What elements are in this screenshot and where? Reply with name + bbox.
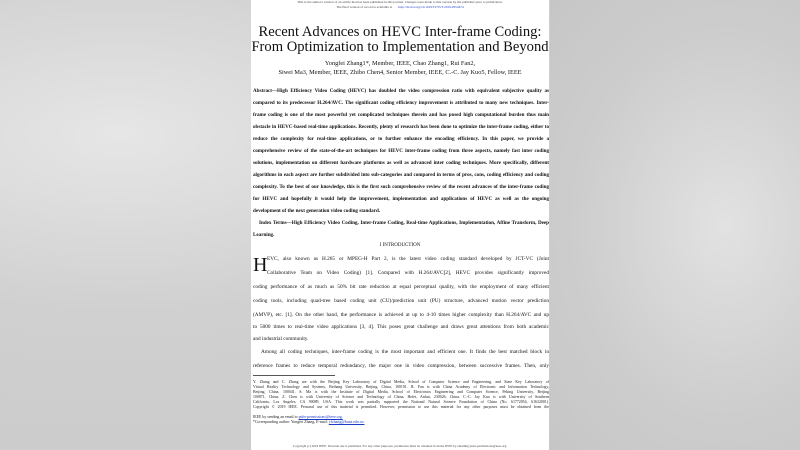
footnote-line: Beijing, China, 100041. S. Ma is with the Institute of Digital Media, School of Electronics Engineering and Computer Science, Peking University, Beijing — [253, 390, 549, 394]
body-text-line: reference frames to reduce temporal redundancy, the major one in video compression, between successive frames. Then, only — [253, 363, 549, 369]
abstract-line: Abstract—High Efficiency Video Coding (HEVC) has doubled the video compression ratio with equivalent subjective quality as — [253, 88, 549, 94]
footnote-rule — [253, 375, 335, 376]
authors-line-1: Yongfei Zhang1*, Member, IEEE, Chao Zhang1, Rui Fan2, — [324, 60, 476, 67]
abstract-line: reduce the complexity for real-time applications, or to further enhance the encoding efficiency. In this paper, we provide a — [253, 136, 549, 142]
corresponding-email-link[interactable]: yfzhang@buaa.edu.cn. — [328, 420, 365, 424]
body-text-line: to 5000 times to real-time video applications [3, 4]. This poses great challenge and draws great attentions from both academic — [253, 324, 549, 330]
abstract-line: solutions, implementation on different hardware platforms as well as advanced inter coding techniques. More specifically, different — [253, 160, 549, 166]
permissions-email-link[interactable]: pubs-permissions@ieee.org. — [298, 415, 343, 419]
section-heading-introduction: I INTRODUCTION — [379, 243, 421, 248]
header-doi-line — [251, 5, 549, 9]
footnote-line: Y. Zhang and C. Zhang are with the Beijing Key Laboratory of Digital Media, School of Computer Science and Engineering, and State Key Laboratory of — [253, 380, 549, 384]
corresponding-author-line — [253, 420, 549, 424]
body-text-line: coding tools, including quad-tree based coding unit (CU)/prediction unit (PU) structure, advanced motion vector prediction — [253, 298, 549, 304]
body-text-line: coding performance of as much as 50% bit rate reduction at equal perceptual quality, with the employment of many efficient — [253, 284, 549, 290]
page-footer: Copyright (c) 2019 IEEE. Personal use is permitted. For any other purposes, permission must be obtained from the IEEE by emailing pubs-permissions@ieee.org. — [292, 444, 508, 448]
abstract-line: algorithms in each aspect are further subdivided into sub-categories and compared in terms of pros, cons, coding efficiency and coding — [253, 172, 549, 178]
body-text-line: and industrial community. — [253, 336, 309, 342]
footnote-line: Virtual Reality Technology and Systems, Beihang University, Beijing, China, 100191. R. Fan is with China Academy of Electronic and Information Technology, — [253, 385, 549, 389]
body-text-line: (AMVP), etc. [1]. On the other hand, the performance is achieved at up to 4-10 times higher complexity than H.264/AVC and up — [253, 312, 549, 318]
doi-link[interactable]: http://dx.doi.org/10.1109/TCSVT.2019.2954474 — [398, 5, 464, 9]
paper-title-line-2: From Optimization to Implementation and Beyond — [251, 39, 549, 55]
background-blur-right — [550, 0, 800, 450]
index-terms-line: Learning. — [253, 232, 275, 238]
document-page[interactable] — [251, 0, 549, 450]
abstract-line: compared to its predecessor H.264/AVC. The significant coding efficiency improvement is attributed to many new techniques. Inter- — [253, 100, 549, 106]
header-notice: This is the author's version of an article that has been published in this journal. Changes were made to this version by the publisher prior to publication. — [297, 0, 503, 4]
abstract-line: obstacle in HEVC-based real-time applications. Recently, plenty of research has been done to optimize the inter-frame coding, either to — [253, 124, 549, 130]
body-text-line: Collaborative Team on Video Coding) [1]. Compared with H.264/AVC[2], HEVC provides significantly improved — [267, 270, 549, 276]
authors-line-2: Siwei Ma3, Member, IEEE, Zhibo Chen4, Senior Member, IEEE, C.-C. Jay Kuo5, Fellow, IEEE — [278, 69, 522, 76]
footnote-line: California, Los Angeles, CA 90089, USA. This work was partially supported the National Natural Science Foundation of China (No. 61772054, 61632001). — [253, 400, 549, 404]
drop-cap: H — [253, 254, 268, 276]
index-terms-line: Index Terms—High Efficiency Video Coding, Inter-frame Coding, Real-time Applications, Implementation, Affine Transform, Deep — [259, 220, 549, 226]
abstract-line: comprehensive review of the state-of-the-art techniques for HEVC inter-frame coding from three aspects, namely fast inter coding — [253, 148, 549, 154]
body-text-line: Among all coding techniques, inter-frame coding is the most important and efficient one. It finds the best matched block in — [261, 349, 549, 355]
footnote-email-line — [253, 415, 549, 419]
abstract-line: complexity. To the best of our knowledge, this is the first such comprehensive review of the recent advances of the inter-frame coding — [253, 184, 549, 190]
abstract-line: frame coding is one of the most powerful yet complicated techniques therein and has posed high computational burden thus main — [253, 112, 549, 118]
footnote-line: 100871, China. Z. Chen is with University of Science and Technology of China, Hefei, Anhui, 230026, China. C.-C. Jay Kuo is with University of Southern — [253, 395, 549, 399]
header-doi-prefix: The final version of record is available at — [336, 5, 393, 9]
paper-title-line-1: Recent Advances on HEVC Inter-frame Coding: — [258, 24, 542, 40]
corresponding-prefix: *Corresponding author: Yongfei Zhang, E-mail: — [253, 420, 328, 424]
body-text-line: EVC, also known as H.265 or MPEG-H Part 2, is the latest video coding standard developed by JCT-VC (Joint — [267, 256, 549, 262]
abstract-line: for HEVC and hopefully it would help the improvement, implementation and applications of HEVC as well as the ongoing — [253, 196, 549, 202]
abstract-line: development of the next generation video coding standard. — [253, 208, 381, 214]
footnote-email-prefix: IEEE by sending an email to — [253, 415, 298, 419]
footnote-line: Copyright © 2019 IEEE. Personal use of this material is permitted. However, permission to use this material for any other purposes must be obtained from the — [253, 405, 549, 409]
